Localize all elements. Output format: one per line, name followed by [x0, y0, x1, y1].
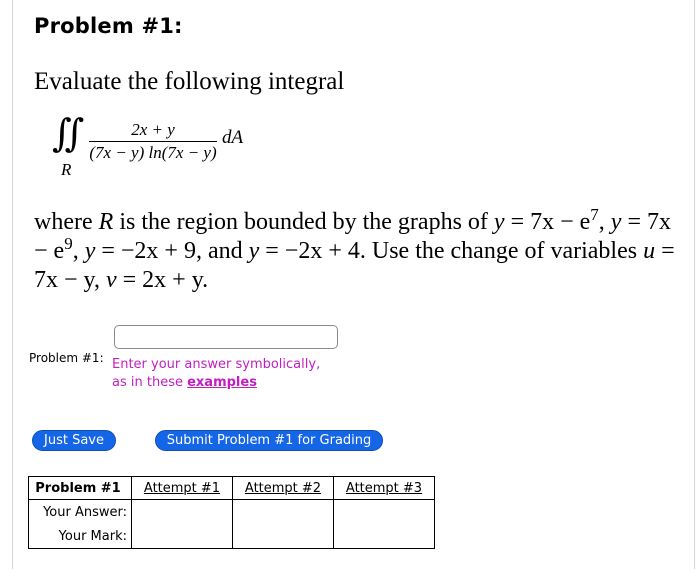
desc-equation: = 7x − y,: [34, 238, 675, 293]
integral-region: R: [61, 160, 72, 179]
answer-hint: [112, 356, 320, 392]
desc-text: where: [34, 209, 99, 235]
desc-var-y: y: [248, 238, 260, 264]
desc-equation: = 7x − e: [504, 209, 591, 235]
attempt-2-cell: [233, 500, 334, 549]
desc-exponent: 7: [590, 205, 599, 224]
hint-line-1: Enter your answer symbolically,: [112, 357, 321, 372]
attempts-table: [28, 476, 435, 549]
desc-var-y: y: [84, 238, 96, 264]
desc-text: ,: [598, 209, 605, 235]
desc-text: is the region bounded by the graphs of: [113, 209, 494, 235]
desc-var-y: y: [610, 209, 622, 235]
table-header-row: [29, 477, 435, 500]
table-row: [29, 500, 435, 525]
desc-var-v: v: [105, 267, 117, 293]
integral-differential: dA: [222, 127, 244, 148]
hint-text: as in these: [112, 375, 188, 390]
attempt-3-link[interactable]: Attempt #3: [334, 477, 435, 500]
just-save-button[interactable]: Just Save: [32, 430, 116, 451]
desc-exponent: 9: [64, 234, 73, 253]
double-integral-sign: ∬: [52, 113, 71, 155]
answer-input[interactable]: [115, 327, 337, 349]
attempt-1-cell: [132, 500, 233, 549]
desc-equation: = −2x + 4. Use the change of variables: [259, 238, 644, 264]
your-answer-label: Your Answer:: [29, 500, 132, 525]
submit-for-grading-button[interactable]: Submit Problem #1 for Grading: [155, 430, 383, 451]
attempt-3-cell: [334, 500, 435, 549]
table-header-problem: Problem #1: [29, 477, 132, 500]
desc-equation: = −2x + 9, and: [95, 238, 249, 264]
desc-var-u: u: [643, 238, 656, 264]
desc-equation: = 2x + y.: [116, 267, 209, 293]
problem-description: [34, 205, 684, 295]
problem-intro: Evaluate the following integral: [34, 68, 345, 95]
desc-equation: = 7x − e: [34, 209, 671, 264]
integral-expression: [52, 112, 272, 182]
integrand-denominator: (7x − y) ln(7x − y): [89, 143, 217, 162]
problem-title: Problem #1:: [34, 14, 183, 38]
fraction-bar: [89, 141, 217, 142]
desc-var-R: R: [98, 209, 114, 235]
desc-var-y: y: [493, 209, 505, 235]
hint-line-2: [112, 374, 320, 392]
integrand-fraction: [89, 120, 217, 163]
desc-text: ,: [72, 238, 85, 264]
your-mark-label: Your Mark:: [29, 524, 132, 549]
answer-problem-label: Problem #1:: [29, 351, 104, 365]
attempt-1-link[interactable]: Attempt #1: [132, 477, 233, 500]
integrand-numerator: 2x + y: [131, 120, 175, 139]
attempt-2-link[interactable]: Attempt #2: [233, 477, 334, 500]
examples-link[interactable]: examples: [187, 375, 257, 390]
answer-input-box[interactable]: [114, 325, 338, 349]
